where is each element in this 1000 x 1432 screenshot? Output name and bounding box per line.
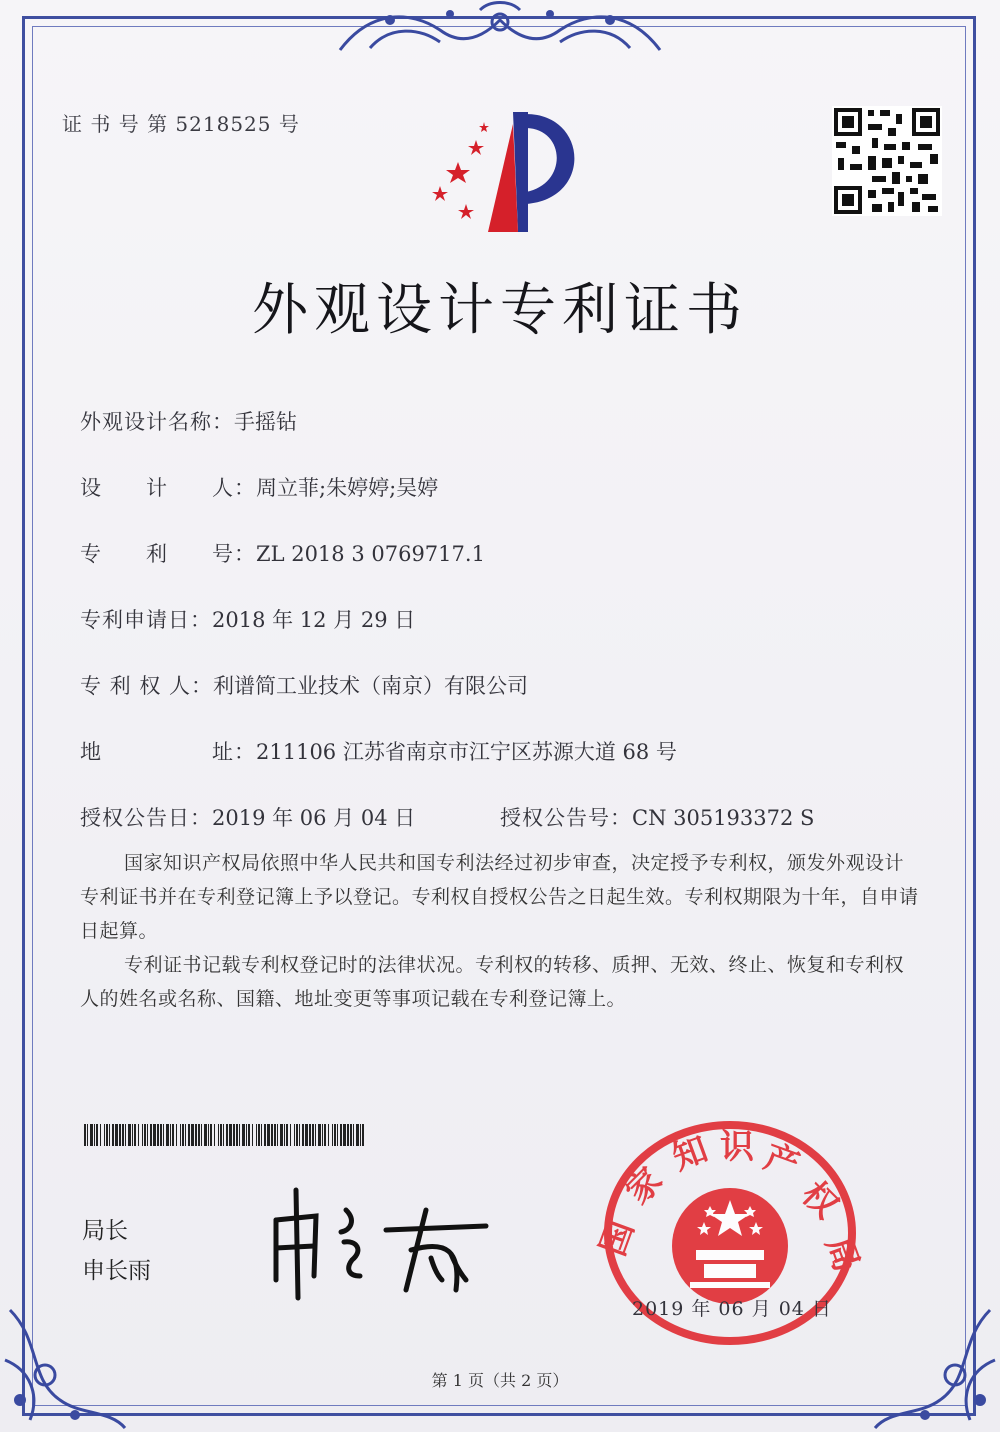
field-value: 周立菲;朱婷婷;吴婷: [256, 476, 439, 500]
field-label: 授权公告日：: [80, 806, 212, 830]
director-name: 申长雨: [82, 1258, 151, 1284]
body-paragraph-1: 国家知识产权局依照中华人民共和国专利法经过初步审查，决定授予专利权，颁发外观设计专利证书并在专利登记簿上予以登记。专利权自授权公告之日起生效。专利权期限为十年，自申请日起算。: [80, 852, 919, 942]
field-value: 利谱简工业技术（南京）有限公司: [213, 674, 529, 698]
field-label: 设 计 人：: [80, 476, 256, 500]
field-label: 外观设计名称：: [80, 410, 234, 434]
svg-text:知: 知: [667, 1129, 714, 1179]
field-value: ZL 2018 3 0769717.1: [256, 542, 485, 566]
field-grant-number: [500, 802, 814, 832]
svg-text:产: 产: [758, 1136, 805, 1187]
certificate-title: 外观设计专利证书: [252, 278, 748, 343]
corner-ornament-bottom-left-icon: [0, 1300, 130, 1432]
field-value: CN 305193372 S: [632, 806, 815, 830]
svg-text:家: 家: [618, 1160, 671, 1213]
page-number: 第 1 页（共 2 页）: [431, 1371, 569, 1390]
svg-text:识: 识: [720, 1127, 754, 1167]
svg-text:局: 局: [817, 1231, 867, 1278]
field-value: 2018 年 12 月 29 日: [212, 608, 416, 632]
body-paragraph-2: 专利证书记载专利权登记时的法律状况。专利权的转移、质押、无效、终止、恢复和专利权人的姓名或名称、国籍、地址变更等事项记载在专利登记簿上。: [80, 954, 905, 1010]
field-label: 专利申请日：: [80, 608, 212, 632]
field-value: 211106 江苏省南京市江宁区苏源大道 68 号: [256, 740, 677, 764]
field-address: [80, 736, 677, 766]
field-design-name: [80, 406, 297, 436]
qr-code-icon: [832, 106, 942, 216]
field-grant-date: [80, 802, 415, 832]
corner-ornament-bottom-right-icon: [870, 1300, 1000, 1432]
field-designer: [80, 472, 438, 502]
field-value: 手摇钻: [234, 410, 297, 434]
seal-date: 2019 年 06 月 04 日: [632, 1298, 832, 1320]
top-ornament-icon: [330, 0, 670, 60]
certificate-number: 证 书 号 第 5218525 号: [62, 112, 300, 136]
field-patentee: [80, 670, 528, 700]
field-label: 授权公告号：: [500, 806, 632, 830]
svg-text:权: 权: [793, 1174, 846, 1227]
cnipa-logo-icon: [418, 104, 598, 234]
field-label: 专 利 权 人：: [80, 674, 214, 698]
field-value: 2019 年 06 月 04 日: [212, 806, 416, 830]
field-label: 专 利 号：: [80, 542, 256, 566]
director-title: 局长: [82, 1218, 128, 1244]
field-patent-number: [80, 538, 485, 568]
barcode-icon: [84, 1124, 366, 1146]
signature-icon: [256, 1180, 506, 1300]
field-filing-date: [80, 604, 415, 634]
field-label: 地 址：: [80, 740, 256, 764]
svg-text:国: 国: [592, 1215, 643, 1262]
